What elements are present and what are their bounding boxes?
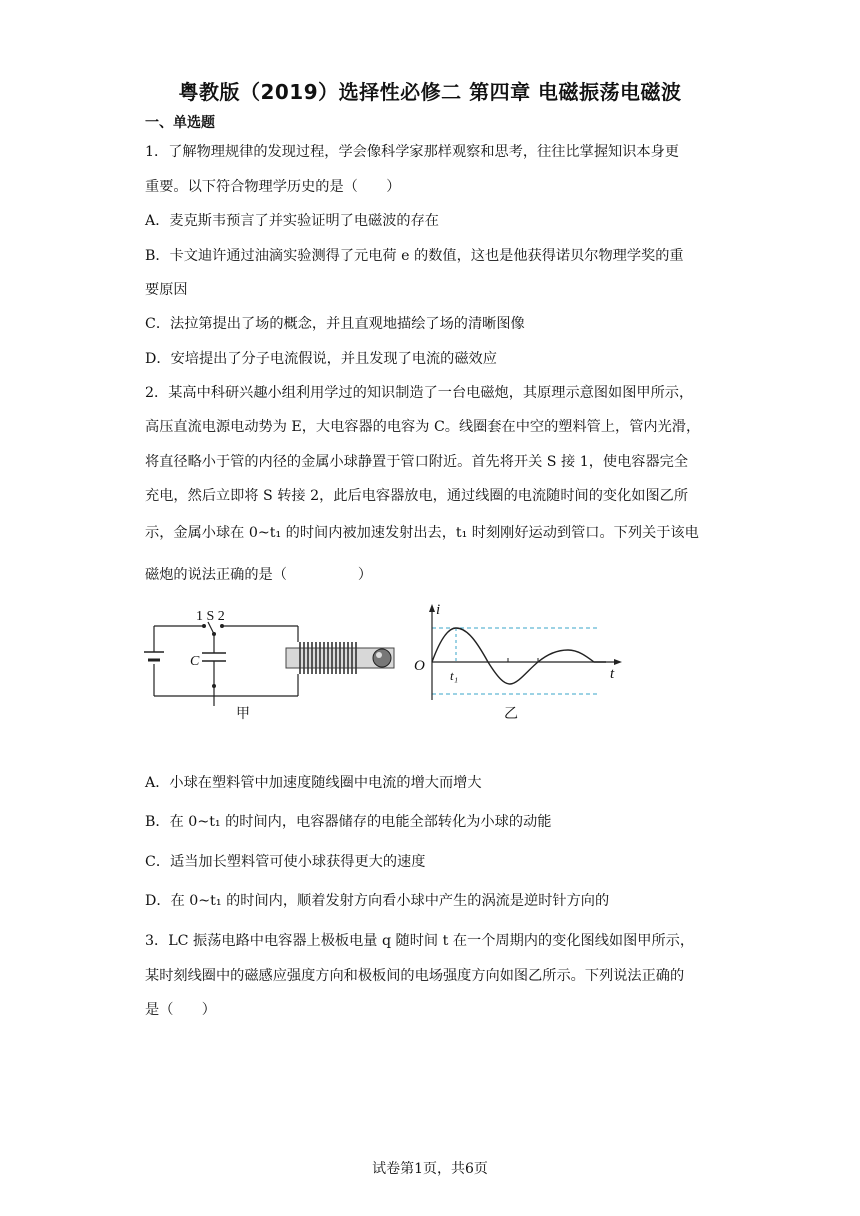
x-axis-label: t xyxy=(610,666,615,682)
q2-option-b: B．在 0~t₁ 的时间内，电容器储存的电能全部转化为小球的动能 xyxy=(145,814,552,830)
q1-stem-line-2: 重要。以下符合物理学历史的是（ ） xyxy=(145,179,401,195)
q2-option-d: D．在 0~t₁ 的时间内，顺着发射方向看小球中产生的涡流是逆时针方向的 xyxy=(145,893,610,909)
q2-stem-line-2: 高压直流电源电动势为 E，大电容器的电容为 C。线圈套在中空的塑料管上，管内光滑， xyxy=(145,419,701,435)
figure-circuit xyxy=(140,598,410,728)
q2-stem-line-1: 2．某高中科研兴趣小组利用学过的知识制造了一台电磁炮，其原理示意图如图甲所示， xyxy=(145,385,694,401)
q1-option-b-line-1: B．卡文迪许通过油滴实验测得了元电荷 e 的数值，这也是他获得诺贝尔物理学奖的重 xyxy=(145,248,684,264)
q3-stem-line-1: 3．LC 振荡电路中电容器上极板电量 q 随时间 t 在一个周期内的变化图线如图甲所示， xyxy=(145,933,695,949)
y-axis-label: i xyxy=(436,602,441,618)
q1-option-d: D．安培提出了分子电流假说，并且发现了电流的磁效应 xyxy=(145,351,497,367)
q2-stem-line-6: 磁炮的说法正确的是（ ） xyxy=(145,567,373,583)
section-heading: 一、单选题 xyxy=(145,115,215,131)
page-footer: 试卷第1页，共6页 xyxy=(372,1161,488,1177)
q1-option-b-line-2: 要原因 xyxy=(145,282,188,298)
page-title: 粤教版（2019）选择性必修二 第四章 电磁振荡电磁波 xyxy=(178,80,682,104)
q3-stem-line-3: 是（ ） xyxy=(145,1002,216,1018)
q2-stem-line-5: 示，金属小球在 0~t₁ 的时间内被加速发射出去，t₁ 时刻刚好运动到管口。下列关于该电 xyxy=(145,525,699,541)
figure-current-graph xyxy=(410,600,630,725)
t1-label: t₁ xyxy=(450,668,459,683)
capacitor-label: C xyxy=(190,654,200,669)
switch-label: 1 S 2 xyxy=(196,609,225,624)
q2-option-a: A．小球在塑料管中加速度随线圈中电流的增大而增大 xyxy=(145,775,482,791)
q1-option-a: A．麦克斯韦预言了并实验证明了电磁波的存在 xyxy=(145,213,439,229)
figure-circuit-caption: 甲 xyxy=(236,707,250,722)
q3-stem-line-2: 某时刻线圈中的磁感应强度方向和极板间的电场强度方向如图乙所示。下列说法正确的 xyxy=(145,968,685,984)
q1-stem-line-1: 1．了解物理规律的发现过程，学会像科学家那样观察和思考，往往比掌握知识本身更 xyxy=(145,144,679,160)
q2-option-c: C．适当加长塑料管可使小球获得更大的速度 xyxy=(145,854,426,870)
figure-graph-caption: 乙 xyxy=(504,707,518,722)
origin-label: O xyxy=(414,658,425,674)
q1-option-c: C．法拉第提出了场的概念，并且直观地描绘了场的清晰图像 xyxy=(145,316,525,332)
q2-stem-line-4: 充电，然后立即将 S 转接 2，此后电容器放电，通过线圈的电流随时间的变化如图乙所 xyxy=(145,488,689,504)
q2-stem-line-3: 将直径略小于管的内径的金属小球静置于管口附近。首先将开关 S 接 1，使电容器完全 xyxy=(145,454,689,470)
